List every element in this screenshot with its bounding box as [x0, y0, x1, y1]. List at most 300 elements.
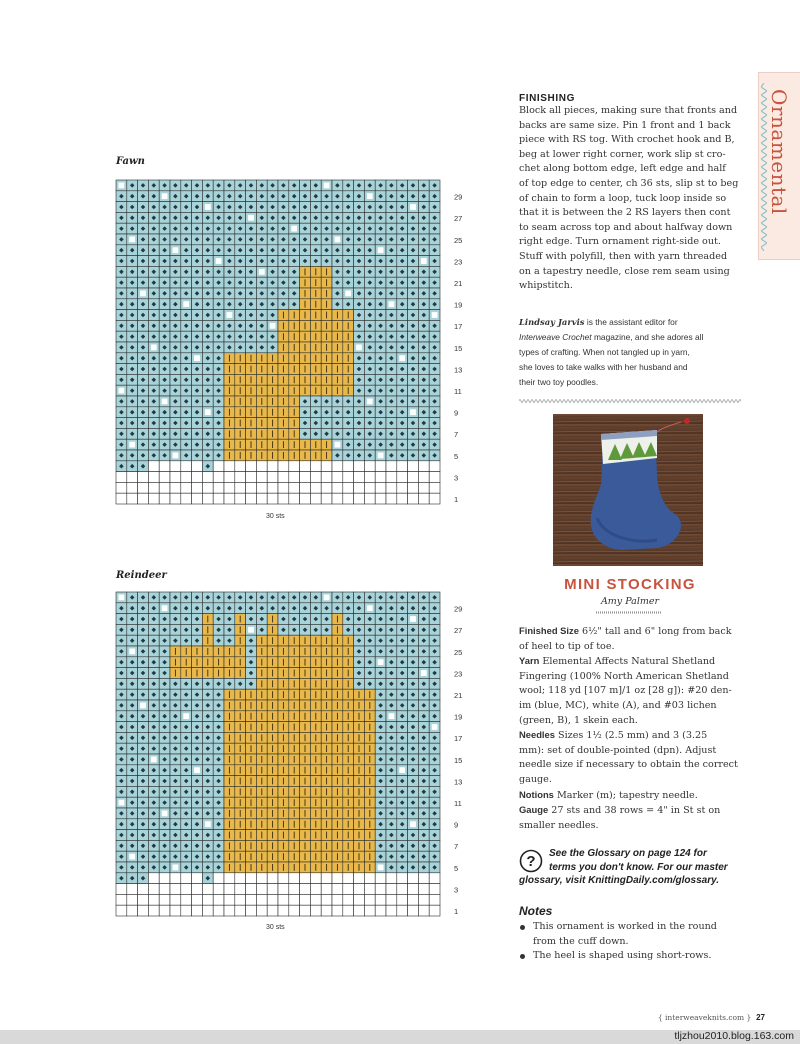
- chart-cell: [289, 493, 300, 504]
- chart-row-label: 13: [454, 365, 463, 375]
- spec-line: of heel to tip of toe.: [519, 640, 615, 652]
- chart-symbol: [173, 247, 179, 253]
- chart-cell: [192, 461, 203, 472]
- chart-symbol: [367, 399, 373, 405]
- spec-label: Notions: [519, 788, 554, 800]
- chart-cell: [192, 482, 203, 493]
- chart-symbol: [335, 442, 341, 448]
- chart-row-label: 29: [454, 604, 463, 614]
- chart-cell: [246, 461, 257, 472]
- chart-symbol: [378, 865, 384, 871]
- chart-cell: [397, 905, 408, 916]
- chart-cell: [386, 894, 397, 905]
- chart-cell: [321, 873, 332, 884]
- chart-cell: [181, 905, 192, 916]
- chart-cell: [343, 905, 354, 916]
- chart-cell: [127, 905, 138, 916]
- chart-cell: [246, 482, 257, 493]
- chart-symbol: [410, 821, 416, 827]
- chart-symbol: [378, 453, 384, 459]
- chart-cell: [375, 894, 386, 905]
- chart-cell: [256, 905, 267, 916]
- chart-row-label: 23: [454, 669, 463, 679]
- chart-cell: [148, 894, 159, 905]
- finishing-line: Block all pieces, making sure that fronts and: [519, 105, 738, 116]
- chart-row-label: 1: [454, 495, 459, 504]
- chart-symbol: [216, 258, 222, 264]
- chart-cell: [300, 894, 311, 905]
- chart-cell: [148, 873, 159, 884]
- chart-cell: [267, 472, 278, 483]
- chart-symbol: [162, 399, 168, 405]
- chart-cell: [343, 461, 354, 472]
- chart-cell: [429, 873, 440, 884]
- chart-cell: [192, 493, 203, 504]
- finishing-line: on a tapestry needle, close rem seam using: [519, 265, 730, 277]
- chart-cell: [429, 482, 440, 493]
- chart-symbol: [129, 649, 135, 655]
- spec-line: Gauge 27 sts and 38 rows = 4" in St st on: [519, 804, 721, 817]
- chart-cell: [310, 472, 321, 483]
- chart-cell: [235, 905, 246, 916]
- chart-row-label: 7: [454, 430, 459, 440]
- chart-cell: [310, 482, 321, 493]
- chart-cell: [246, 905, 257, 916]
- chart-cell: [364, 905, 375, 916]
- chart-cell: [429, 905, 440, 916]
- chart-cell: [343, 472, 354, 483]
- chart-cell: [213, 884, 224, 895]
- chart-cell: [300, 461, 311, 472]
- chart-cell: [364, 493, 375, 504]
- chart-cell: [321, 905, 332, 916]
- chart-cell: [159, 482, 170, 493]
- chart-cell: [386, 905, 397, 916]
- chart-row-label: 21: [454, 691, 463, 700]
- spec-label: Needles: [519, 729, 555, 741]
- chart-cell: [354, 472, 365, 483]
- chart-cell: [321, 894, 332, 905]
- glossary-text-2: terms you don't know. For our master: [549, 861, 728, 873]
- chart-cell: [354, 873, 365, 884]
- chart-cell: [300, 493, 311, 504]
- chart-symbol: [129, 237, 135, 243]
- chart-cell: [332, 905, 343, 916]
- chart-cell: [224, 884, 235, 895]
- finishing-heading: FINISHING: [519, 93, 575, 104]
- chart-row-label: 3: [454, 885, 459, 895]
- chart-cell: [138, 482, 149, 493]
- chart-cell: [116, 482, 127, 493]
- reindeer-width-label: 30 sts: [266, 924, 285, 931]
- spec-line: Yarn Elemental Affects Natural Shetland: [519, 655, 716, 668]
- chart-cell: [170, 894, 181, 905]
- finishing-line: chet along bottom edge, left edge and half: [519, 163, 726, 175]
- chart-cell: [418, 884, 429, 895]
- chart-symbol: [205, 409, 211, 415]
- chart-cell: [429, 472, 440, 483]
- chart-cell: [127, 472, 138, 483]
- chart-cell: [289, 873, 300, 884]
- chart-symbol: [389, 301, 395, 307]
- fawn-colorwork-chart: [114, 178, 474, 508]
- chart-cell: [224, 873, 235, 884]
- chart-symbol: [205, 204, 211, 210]
- chart-cell: [202, 493, 213, 504]
- chart-cell: [224, 493, 235, 504]
- chart-symbol: [399, 355, 405, 361]
- chart-cell: [224, 461, 235, 472]
- chart-cell: [321, 482, 332, 493]
- notes-list: [519, 920, 741, 964]
- finishing-line: beg at lower right corner, work slip st cro-: [519, 148, 726, 160]
- chart-cell: [418, 461, 429, 472]
- chart-symbol: [399, 767, 405, 773]
- chart-cell: [354, 461, 365, 472]
- svg-text:?: ?: [526, 853, 536, 870]
- chart-cell: [138, 472, 149, 483]
- chart-cell: [364, 884, 375, 895]
- chart-row-label: 25: [454, 647, 463, 657]
- watermark-text: tljzhou2010.blog.163.com: [674, 1030, 794, 1042]
- chart-row-label: 21: [454, 279, 463, 288]
- chart-cell: [354, 493, 365, 504]
- chart-symbol: [432, 312, 438, 318]
- chart-cell: [116, 884, 127, 895]
- chart-cell: [148, 472, 159, 483]
- pattern-author: Amy Palmer: [600, 596, 660, 607]
- chart-cell: [418, 894, 429, 905]
- spec-line: Fingering (100% North American Shetland: [519, 670, 729, 682]
- chart-symbol: [119, 595, 125, 601]
- chart-row-label: 19: [454, 300, 463, 310]
- chart-cell: [213, 472, 224, 483]
- chart-symbol: [248, 215, 254, 221]
- notes-heading: Notes: [519, 904, 553, 918]
- chart-cell: [300, 482, 311, 493]
- chart-cell: [332, 472, 343, 483]
- chart-symbol: [259, 269, 265, 275]
- chart-cell: [429, 493, 440, 504]
- chart-cell: [116, 493, 127, 504]
- chart-cell: [127, 894, 138, 905]
- author-underline-rule: [596, 610, 662, 615]
- finishing-line: whipstitch.: [519, 280, 573, 292]
- chart-cell: [386, 461, 397, 472]
- chart-cell: [278, 894, 289, 905]
- spec-label: Gauge: [519, 804, 549, 816]
- chart-cell: [343, 482, 354, 493]
- chart-cell: [235, 894, 246, 905]
- chart-symbol: [227, 312, 233, 318]
- chart-cell: [278, 884, 289, 895]
- chart-cell: [127, 884, 138, 895]
- footer-site: { interweaveknits.com }: [657, 1013, 752, 1022]
- chart-cell: [192, 884, 203, 895]
- finishing-line: of top edge to center, ch 36 sts, slip st to beg: [519, 177, 739, 189]
- chart-cell: [408, 894, 419, 905]
- chart-cell: [289, 461, 300, 472]
- chart-cell: [418, 905, 429, 916]
- glossary-text-3: glossary, visit KnittingDaily.com/glossary.: [519, 875, 720, 886]
- chart-cell: [332, 461, 343, 472]
- section-tab-label: Ornamental: [767, 89, 791, 215]
- chart-cell: [321, 884, 332, 895]
- chart-cell: [278, 482, 289, 493]
- chart-row-label: 15: [454, 755, 463, 765]
- bio-magazine: Interweave Crochet: [519, 332, 592, 342]
- chart-cell: [397, 894, 408, 905]
- chart-cell: [116, 894, 127, 905]
- chart-symbol: [410, 616, 416, 622]
- chart-cell: [148, 905, 159, 916]
- chart-cell: [375, 472, 386, 483]
- chart-symbol: [335, 237, 341, 243]
- chart-cell: [116, 905, 127, 916]
- chart-row-label: 9: [454, 408, 459, 418]
- chart-cell: [256, 884, 267, 895]
- chart-cell: [256, 482, 267, 493]
- chart-cell: [397, 884, 408, 895]
- chart-cell: [202, 472, 213, 483]
- chart-cell: [170, 905, 181, 916]
- chart-symbol: [119, 800, 125, 806]
- reindeer-colorwork-chart: [114, 590, 474, 920]
- chart-cell: [386, 472, 397, 483]
- chart-cell: [224, 482, 235, 493]
- watermark-bar: [0, 1030, 800, 1044]
- chart-cell: [213, 894, 224, 905]
- chart-cell: [213, 873, 224, 884]
- spec-label: Finished Size: [519, 625, 579, 636]
- bio-line: she loves to take walks with her husband and: [519, 362, 688, 372]
- question-mark-icon: [519, 849, 543, 873]
- finishing-line: piece with RS tog. With crochet hook and B,: [519, 134, 735, 146]
- chart-symbol: [421, 670, 427, 676]
- chart-cell: [429, 894, 440, 905]
- chart-cell: [159, 884, 170, 895]
- author-bio: [519, 315, 741, 390]
- chart-cell: [354, 884, 365, 895]
- chart-cell: [289, 894, 300, 905]
- chart-symbol: [378, 247, 384, 253]
- chart-cell: [418, 482, 429, 493]
- chart-symbol: [173, 865, 179, 871]
- finishing-line: of chain to form a loop, tuck loop inside so: [519, 192, 727, 204]
- chart-cell: [159, 472, 170, 483]
- chart-cell: [181, 884, 192, 895]
- chart-symbol: [162, 193, 168, 199]
- chart-symbol: [324, 183, 330, 189]
- chart-symbol: [194, 767, 200, 773]
- chart-cell: [148, 493, 159, 504]
- chart-cell: [418, 873, 429, 884]
- note-item: This ornament is worked in the round from the cuff down.: [519, 920, 741, 949]
- chart-cell: [267, 884, 278, 895]
- fawn-width-label: 30 sts: [266, 513, 285, 520]
- chart-cell: [386, 873, 397, 884]
- chart-symbol: [410, 409, 416, 415]
- chart-row-label: 11: [454, 387, 462, 396]
- chart-cell: [170, 461, 181, 472]
- chart-cell: [159, 894, 170, 905]
- chart-cell: [213, 461, 224, 472]
- chart-cell: [213, 905, 224, 916]
- chart-cell: [375, 873, 386, 884]
- chart-cell: [170, 482, 181, 493]
- chart-cell: [397, 873, 408, 884]
- pattern-title: MINI STOCKING: [564, 576, 696, 593]
- spec-line: gauge.: [519, 773, 552, 785]
- chart-symbol: [183, 301, 189, 307]
- chart-cell: [343, 894, 354, 905]
- chart-cell: [235, 461, 246, 472]
- chart-cell: [310, 884, 321, 895]
- chart-cell: [159, 873, 170, 884]
- chart-cell: [332, 482, 343, 493]
- fawn-chart-title: Fawn: [116, 156, 145, 167]
- chart-symbol: [129, 854, 135, 860]
- chart-cell: [408, 461, 419, 472]
- chart-cell: [364, 461, 375, 472]
- chart-row-label: 29: [454, 192, 463, 202]
- chart-row-label: 13: [454, 777, 463, 787]
- chart-cell: [138, 493, 149, 504]
- chart-cell: [170, 472, 181, 483]
- chart-row-label: 23: [454, 257, 463, 267]
- bio-text: is the assistant editor for: [584, 317, 678, 327]
- chart-cell: [159, 493, 170, 504]
- chart-symbol: [432, 724, 438, 730]
- section-tab: [758, 72, 800, 260]
- spec-label: Yarn: [519, 655, 540, 667]
- chart-cell: [321, 472, 332, 483]
- chart-cell: [418, 472, 429, 483]
- chart-row-label: 5: [454, 863, 459, 873]
- chart-cell: [375, 905, 386, 916]
- page-footer: [600, 1013, 765, 1022]
- bullet-icon: [520, 925, 525, 930]
- chart-cell: [224, 472, 235, 483]
- chart-cell: [408, 482, 419, 493]
- chart-symbol: [367, 193, 373, 199]
- chart-cell: [289, 884, 300, 895]
- chart-cell: [246, 472, 257, 483]
- chart-cell: [246, 873, 257, 884]
- chart-cell: [202, 894, 213, 905]
- chart-cell: [267, 482, 278, 493]
- chart-cell: [343, 884, 354, 895]
- chart-symbol: [183, 713, 189, 719]
- chart-symbol: [367, 605, 373, 611]
- chart-cell: [310, 461, 321, 472]
- chart-symbol: [129, 442, 135, 448]
- chart-symbol: [345, 291, 351, 297]
- spec-line: smaller needles.: [519, 819, 599, 831]
- finishing-section: [519, 93, 741, 294]
- chart-symbol: [140, 703, 146, 709]
- chart-cell: [159, 905, 170, 916]
- chart-cell: [246, 884, 257, 895]
- chart-cell: [408, 884, 419, 895]
- chart-cell: [202, 905, 213, 916]
- chart-cell: [267, 905, 278, 916]
- chart-cell: [127, 493, 138, 504]
- chart-cell: [246, 894, 257, 905]
- chart-symbol: [162, 811, 168, 817]
- chart-symbol: [410, 204, 416, 210]
- finishing-line: backs are same size. Pin 1 front and 1 back: [519, 119, 731, 131]
- chart-symbol: [389, 713, 395, 719]
- finishing-line: that it is between the 2 RS layers then cont: [519, 207, 731, 219]
- chart-symbol: [270, 323, 276, 329]
- chart-cell: [192, 873, 203, 884]
- spec-line: Finished Size 6½" tall and 6" long from back: [519, 625, 732, 637]
- chart-cell: [127, 482, 138, 493]
- chart-cell: [278, 493, 289, 504]
- chart-cell: [267, 493, 278, 504]
- chart-cell: [192, 472, 203, 483]
- chart-cell: [343, 493, 354, 504]
- chart-cell: [170, 884, 181, 895]
- spec-line: Needles Sizes 1½ (2.5 mm) and 3 (3.25: [519, 729, 708, 742]
- chart-symbol: [291, 226, 297, 232]
- chart-symbol: [162, 605, 168, 611]
- spec-line: im (blue, MC), white (A), and #03 lichen: [519, 699, 717, 711]
- chart-cell: [256, 472, 267, 483]
- chart-cell: [267, 873, 278, 884]
- chart-cell: [181, 482, 192, 493]
- chart-cell: [375, 493, 386, 504]
- spec-line: needle size if necessary to obtain the correct: [519, 759, 738, 771]
- chart-cell: [386, 493, 397, 504]
- chart-cell: [235, 884, 246, 895]
- chart-row-label: 3: [454, 473, 459, 483]
- chart-cell: [375, 482, 386, 493]
- chart-symbol: [248, 627, 254, 633]
- chart-cell: [192, 894, 203, 905]
- chart-cell: [224, 894, 235, 905]
- chart-cell: [148, 884, 159, 895]
- chart-row-label: 25: [454, 235, 463, 245]
- chart-cell: [354, 905, 365, 916]
- chart-cell: [213, 482, 224, 493]
- chart-cell: [364, 894, 375, 905]
- chart-cell: [235, 472, 246, 483]
- chart-cell: [300, 472, 311, 483]
- chart-cell: [332, 894, 343, 905]
- chart-cell: [116, 472, 127, 483]
- chart-row-label: 17: [454, 322, 463, 332]
- bio-line: types of crafting. When not tangled up in yarn,: [519, 347, 690, 357]
- chart-cell: [224, 905, 235, 916]
- chart-cell: [321, 493, 332, 504]
- chart-cell: [181, 472, 192, 483]
- chart-cell: [138, 894, 149, 905]
- chart-cell: [386, 884, 397, 895]
- bio-line: their two toy poodles.: [519, 377, 599, 387]
- chart-symbol: [119, 183, 125, 189]
- spec-line: mm): set of double-pointed (dpn). Adjust: [519, 744, 717, 756]
- chart-row-label: 5: [454, 451, 459, 461]
- chart-row-label: 7: [454, 842, 459, 852]
- chart-cell: [159, 461, 170, 472]
- chart-symbol: [151, 757, 157, 763]
- chart-cell: [235, 482, 246, 493]
- chart-cell: [310, 493, 321, 504]
- chart-symbol: [151, 345, 157, 351]
- bio-name: Lindsay Jarvis: [519, 317, 585, 327]
